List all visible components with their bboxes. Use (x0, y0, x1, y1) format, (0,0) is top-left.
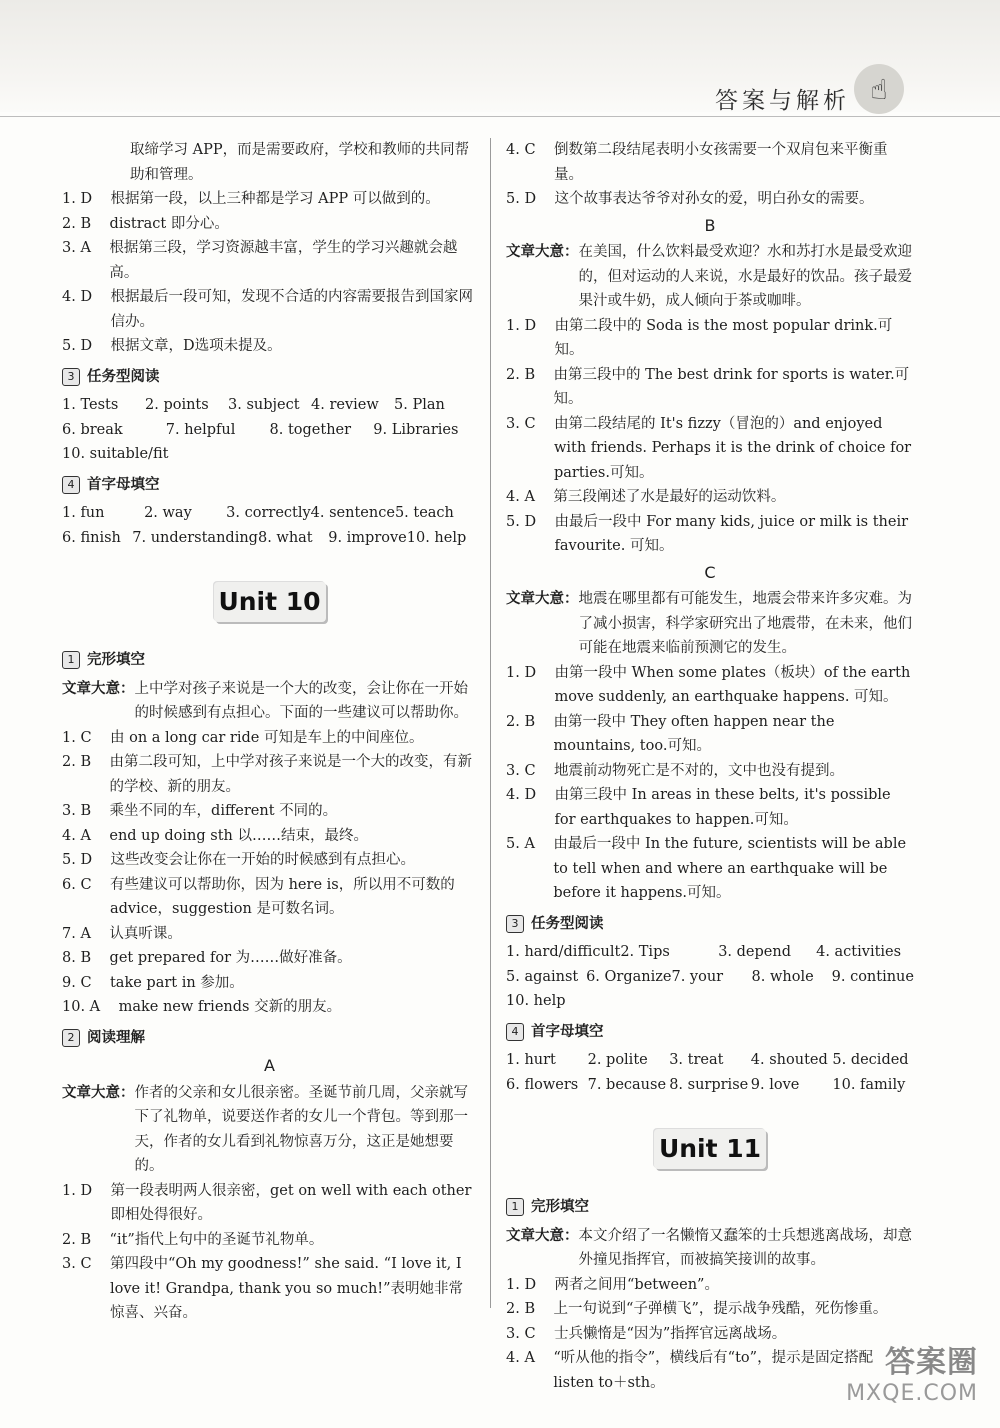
answer-item: 1. D 根据第一段，以上三种都是学习 APP 可以做到的。 (62, 191, 440, 207)
answer-item: 1. D 由第一段中 When some plates（板块）of the earth move suddenly, an earthquake happens. 可知。 (506, 664, 911, 705)
answer-item: 3. C 地震前动物死亡是不对的，文中也没有提到。 (506, 762, 844, 779)
header-divider (0, 116, 1000, 117)
answer-item: 2. B distract 即分心。 (62, 215, 229, 232)
answer-item: 6. C 有些建议可以帮助你，因为 here is，所以用不可数的 advice，suggestion 是可数名词。 (62, 876, 455, 917)
left-column (62, 138, 477, 1326)
page-header (0, 0, 1000, 112)
answer-item: 4. D 根据最后一段可知，发现不合适的内容需要报告到国家网信办。 (62, 289, 474, 330)
answer-row: 10. suitable/fit (62, 446, 169, 462)
section-number-badge: 3 (62, 368, 80, 386)
column-divider (490, 138, 491, 1308)
section-heading: 1 完形填空 (62, 648, 477, 673)
answer-row: 10. help (506, 993, 566, 1009)
answer-item: 3. C 士兵懒惰是“因为”指挥官远离战场。 (506, 1325, 787, 1342)
unit-title: Unit 10 (214, 582, 326, 622)
answer-row: 1. Tests 2. points 3. subject 4. review 5. Plan (62, 397, 445, 413)
answer-item: 5. A 由最后一段中 In the future, scientists will be able to tell when and where an earthquake will be before it happens.可知。 (506, 836, 907, 901)
answer-item: 1. D 由第二段中的 Soda is the most popular drink.可知。 (506, 317, 893, 358)
summary: 文章大意： 在美国，什么饮料最受欢迎？水和苏打水是最受欢迎的，但对运动的人来说，水是最好的饮品。孩子最爱果汁或牛奶，成人倾向于茶或咖啡。 (506, 244, 912, 309)
answer-row: 1. hurt 2. polite 3. treat 4. shouted 5. decided (506, 1052, 909, 1068)
section-heading: 4 首字母填空 (62, 473, 477, 498)
summary: 文章大意： 作者的父亲和女儿很亲密。圣诞节前几周，父亲就写下了礼物单，说要送作者的女儿一个背包。等到那一天，作者的女儿看到礼物惊喜万分，这正是她想要的。 (62, 1084, 468, 1174)
answer-item: 4. D 由第三段中 In areas in these belts, it's possible for earthquakes to happen.可知。 (506, 787, 891, 828)
section-number-badge: 3 (506, 915, 524, 933)
watermark: 答案圈 MXQE.COM (846, 1345, 978, 1406)
answer-item: 1. D 第一段表明两人很亲密，get on well with each other 即相处得很好。 (62, 1182, 472, 1223)
summary: 文章大意： 本文介绍了一名懒惰又蠢笨的士兵想逃离战场，却意外撞见指挥官，而被搞笑接训的故事。 (506, 1227, 912, 1268)
section-number-badge: 2 (62, 1029, 80, 1047)
summary: 文章大意： 地震在哪里都有可能发生，地震会带来许多灾难。为了减小损害，科学家研究出了地震带，在未来，他们可能在地震来临前预测它的发生。 (506, 591, 912, 656)
part-letter: C (704, 562, 716, 582)
answer-item: 3. B 乘坐不同的车，different 不同的。 (62, 803, 338, 819)
section-number-badge: 1 (506, 1198, 524, 1216)
hand-logo-icon: ☝ (854, 64, 904, 114)
answer-item: 4. A end up doing sth 以……结束，最终。 (62, 827, 368, 844)
unit-title: Unit 11 (654, 1129, 766, 1169)
answer-row: 1. fun 2. way 3. correctly 4. sentence 5. teach (62, 505, 454, 521)
answer-item: 5. D 这些改变会让你在一开始的时候感到有点担心。 (62, 852, 416, 868)
answer-item: 2. B 上一句说到“子弹横飞”，提示战争残酷，死伤惨重。 (506, 1301, 888, 1317)
section-heading: 1 完形填空 (506, 1195, 914, 1220)
section-number-badge: 4 (506, 1023, 524, 1041)
answer-row: 6. finish 7. understanding 8. what 9. improve 10. help (62, 529, 467, 546)
answer-item: 4. A “听从他的指令”，横线后有“to”，提示是固定搭配 listen to＋sth。 (506, 1350, 874, 1391)
part-letter: A (264, 1056, 275, 1075)
section-number-badge: 1 (62, 651, 80, 669)
answer-item: 3. C 由第二段结尾的 It's fizzy（冒泡的）and enjoyed with friends. Perhaps it is the drink of choice for parties.可知。 (506, 415, 912, 481)
answer-item: 4. A 第三段阐述了水是最好的运动饮料。 (506, 489, 786, 505)
section-number-badge: 4 (62, 476, 80, 494)
answer-row: 6. break 7. helpful 8. together 9. Libraries (62, 421, 459, 438)
answer-row: 1. hard/difficult 2. Tips 3. depend 4. activities (506, 944, 902, 960)
answer-item: 5. D 根据文章，D选项未提及。 (62, 338, 282, 354)
answer-item: 3. A 根据第三段，学习资源越丰富，学生的学习兴趣就会越高。 (62, 240, 458, 281)
answer-item: 2. B 由第二段可知，上中学对孩子来说是一个大的改变，有新的学校、新的朋友。 (62, 754, 473, 795)
section-heading: 4 首字母填空 (506, 1020, 914, 1045)
answer-item: 3. C 第四段中“Oh my goodness!” she said. “I love it, I love it! Grandpa, thank you so much!”表明她非常惊喜、兴奋。 (62, 1256, 464, 1321)
part-letter: B (704, 215, 716, 235)
answer-item: 9. C take part in 参加。 (62, 974, 244, 991)
answer-item: 5. D 由最后一段中 For many kids, juice or milk is their favourite. 可知。 (506, 513, 909, 554)
section-heading: 3 任务型阅读 (506, 912, 914, 937)
answer-item: 5. D 这个故事表达爷爷对孙女的爱，明白孙女的需要。 (506, 191, 874, 207)
answer-row: 6. flowers 7. because 8. surprise 9. love 10. family (506, 1076, 906, 1093)
answer-item: 2. B 由第一段中 They often happen near the mountains, too.可知。 (506, 713, 835, 754)
answer-item: 4. C 倒数第二段结尾表明小女孩需要一个双肩包来平衡重量。 (506, 142, 888, 183)
answer-item: 1. D 两者之间用“between”。 (506, 1276, 719, 1293)
answer-row: 5. against 6. Organize 7. your 8. whole 9. continue (506, 968, 914, 985)
section-heading: 3 任务型阅读 (62, 365, 477, 390)
answer-item: 10. A make new friends 交新的朋友。 (62, 999, 342, 1015)
section-heading: 2 阅读理解 (62, 1026, 477, 1051)
intro-text: 取缔学习 APP，而是需要政府，学校和教师的共同帮助和管理。 (130, 142, 470, 183)
answer-item: 2. B 由第三段中的 The best drink for sports is water.可知。 (506, 366, 910, 407)
answer-item: 8. B get prepared for 为……做好准备。 (62, 950, 352, 966)
summary: 文章大意： 上中学对孩子来说是一个大的改变，会让你在一开始的时候感到有点担心。下面的一些建议可以帮助你。 (62, 680, 468, 721)
right-column (506, 138, 914, 1395)
answer-item: 2. B “it”指代上句中的圣诞节礼物单。 (62, 1231, 324, 1248)
answer-item: 7. A 认真听课。 (62, 925, 182, 942)
answer-item: 1. C 由 on a long car ride 可知是车上的中间座位。 (62, 729, 424, 746)
header-title: 答案与解析 (715, 88, 850, 114)
